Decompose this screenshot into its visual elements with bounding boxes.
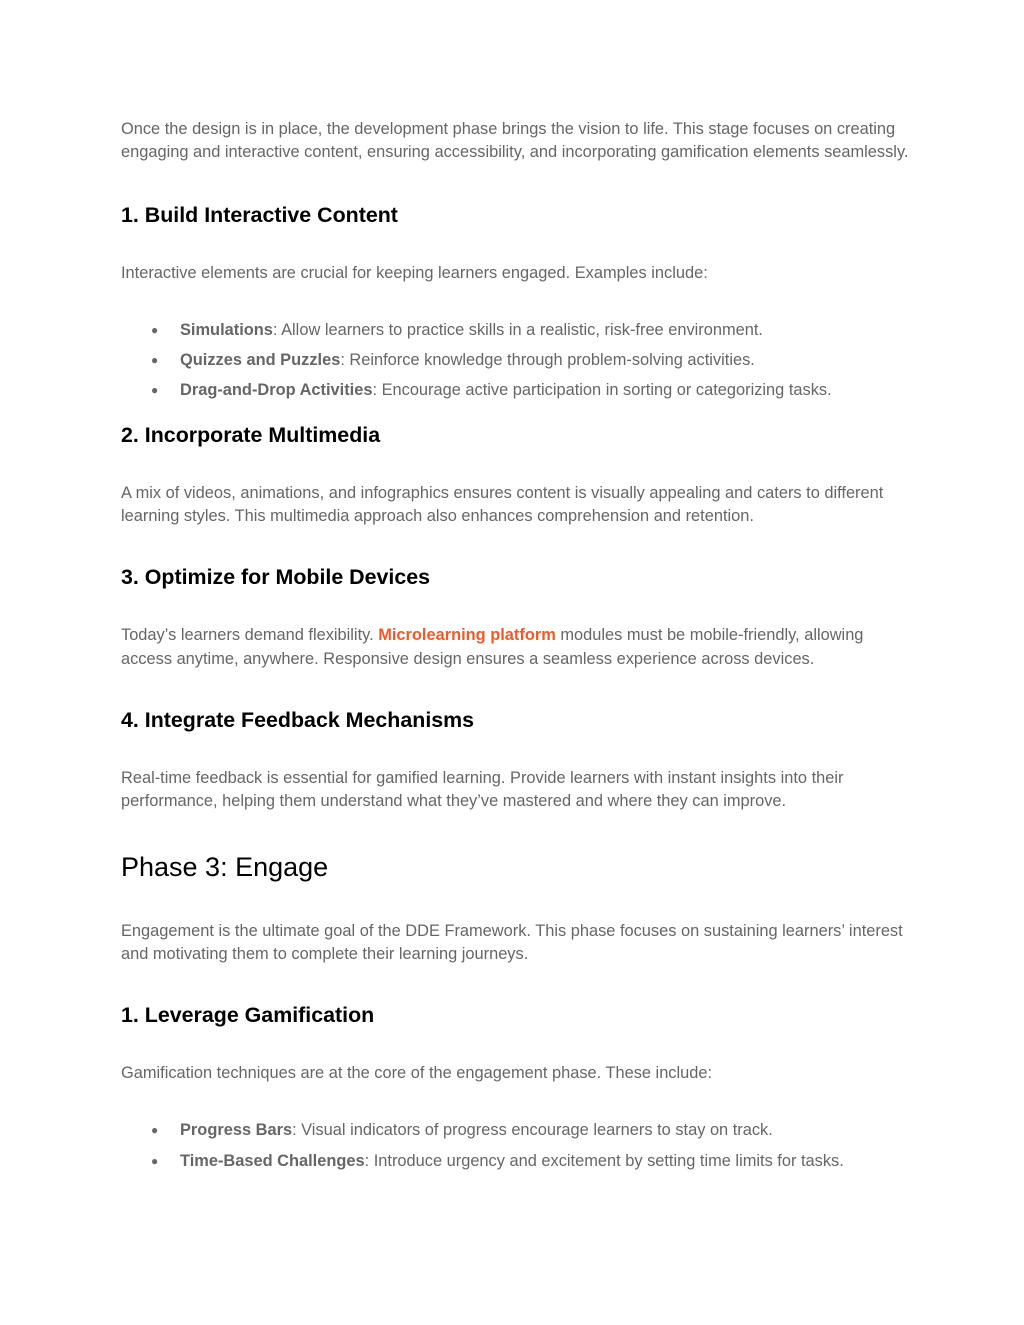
bullet-icon: ●: [151, 383, 159, 398]
list-item-desc: : Allow learners to practice skills in a realistic, risk-free environment.: [272, 320, 763, 339]
feedback-paragraph: Real-time feedback is essential for gamified learning. Provide learners with instant insights into their performance, helping them understand what they’ve mastered and where they can improve.: [121, 768, 844, 811]
mobile-text-after: modules must be mobile-friendly, allowing access anytime, anywhere. Responsive design ensures a seamless experience across devices.: [121, 626, 864, 668]
heading-integrate-feedback: 4. Integrate Feedback Mechanisms: [121, 707, 475, 732]
list-item: [121, 1146, 911, 1176]
list-item-desc: : Introduce urgency and excitement by setting time limits for tasks.: [364, 1151, 844, 1170]
interactive-examples-list: [121, 315, 911, 406]
intro-paragraph: Once the design is in place, the development phase brings the vision to life. This stage focuses on creating engaging and interactive content, ensuring accessibility, and incorporating gamification elements seamlessly.: [121, 120, 909, 162]
list-item-term: Progress Bars: [180, 1121, 293, 1140]
bullet-icon: ●: [151, 322, 159, 337]
list-item: [121, 345, 911, 375]
multimedia-paragraph: A mix of videos, animations, and infographics ensures content is visually appealing and caters to different learning styles. This multimedia approach also enhances comprehension and retention.: [121, 483, 884, 526]
list-item-term: Quizzes and Puzzles: [180, 351, 341, 370]
bullet-icon: ●: [151, 1153, 159, 1168]
list-item-desc: : Encourage active participation in sorting or categorizing tasks.: [372, 381, 832, 400]
list-item-desc: : Visual indicators of progress encourage learners to stay on track.: [292, 1121, 773, 1140]
list-item-term: Time-Based Challenges: [180, 1151, 365, 1170]
list-item-term: Drag-and-Drop Activities: [180, 381, 373, 400]
bullet-icon: ●: [151, 1123, 159, 1138]
heading-build-interactive-content: 1. Build Interactive Content: [121, 202, 398, 227]
list-item: [121, 375, 911, 405]
mobile-paragraph: [121, 624, 911, 671]
engage-paragraph: Engagement is the ultimate goal of the DDE Framework. This phase focuses on sustaining learners’ interest and motivating them to complete their learning journeys.: [121, 921, 903, 963]
mobile-text-before: Today’s learners demand flexibility.: [121, 626, 379, 645]
list-item-desc: : Reinforce knowledge through problem-solving activities.: [340, 351, 755, 370]
heading-phase-3-engage: Phase 3: Engage: [121, 851, 329, 882]
heading-optimize-mobile: 3. Optimize for Mobile Devices: [121, 565, 431, 590]
heading-incorporate-multimedia: 2. Incorporate Multimedia: [121, 422, 381, 447]
document-page: [121, 118, 911, 1176]
list-item: [121, 1115, 911, 1145]
microlearning-platform-link[interactable]: Microlearning platform: [378, 626, 556, 645]
list-item-term: Simulations: [180, 320, 273, 339]
interactive-paragraph: Interactive elements are crucial for keeping learners engaged. Examples include:: [121, 263, 708, 282]
gamification-techniques-list: [121, 1115, 911, 1176]
bullet-icon: ●: [151, 353, 159, 368]
list-item: [121, 315, 911, 345]
gamification-paragraph: Gamification techniques are at the core of the engagement phase. These include:: [121, 1064, 713, 1083]
heading-leverage-gamification: 1. Leverage Gamification: [121, 1003, 375, 1028]
